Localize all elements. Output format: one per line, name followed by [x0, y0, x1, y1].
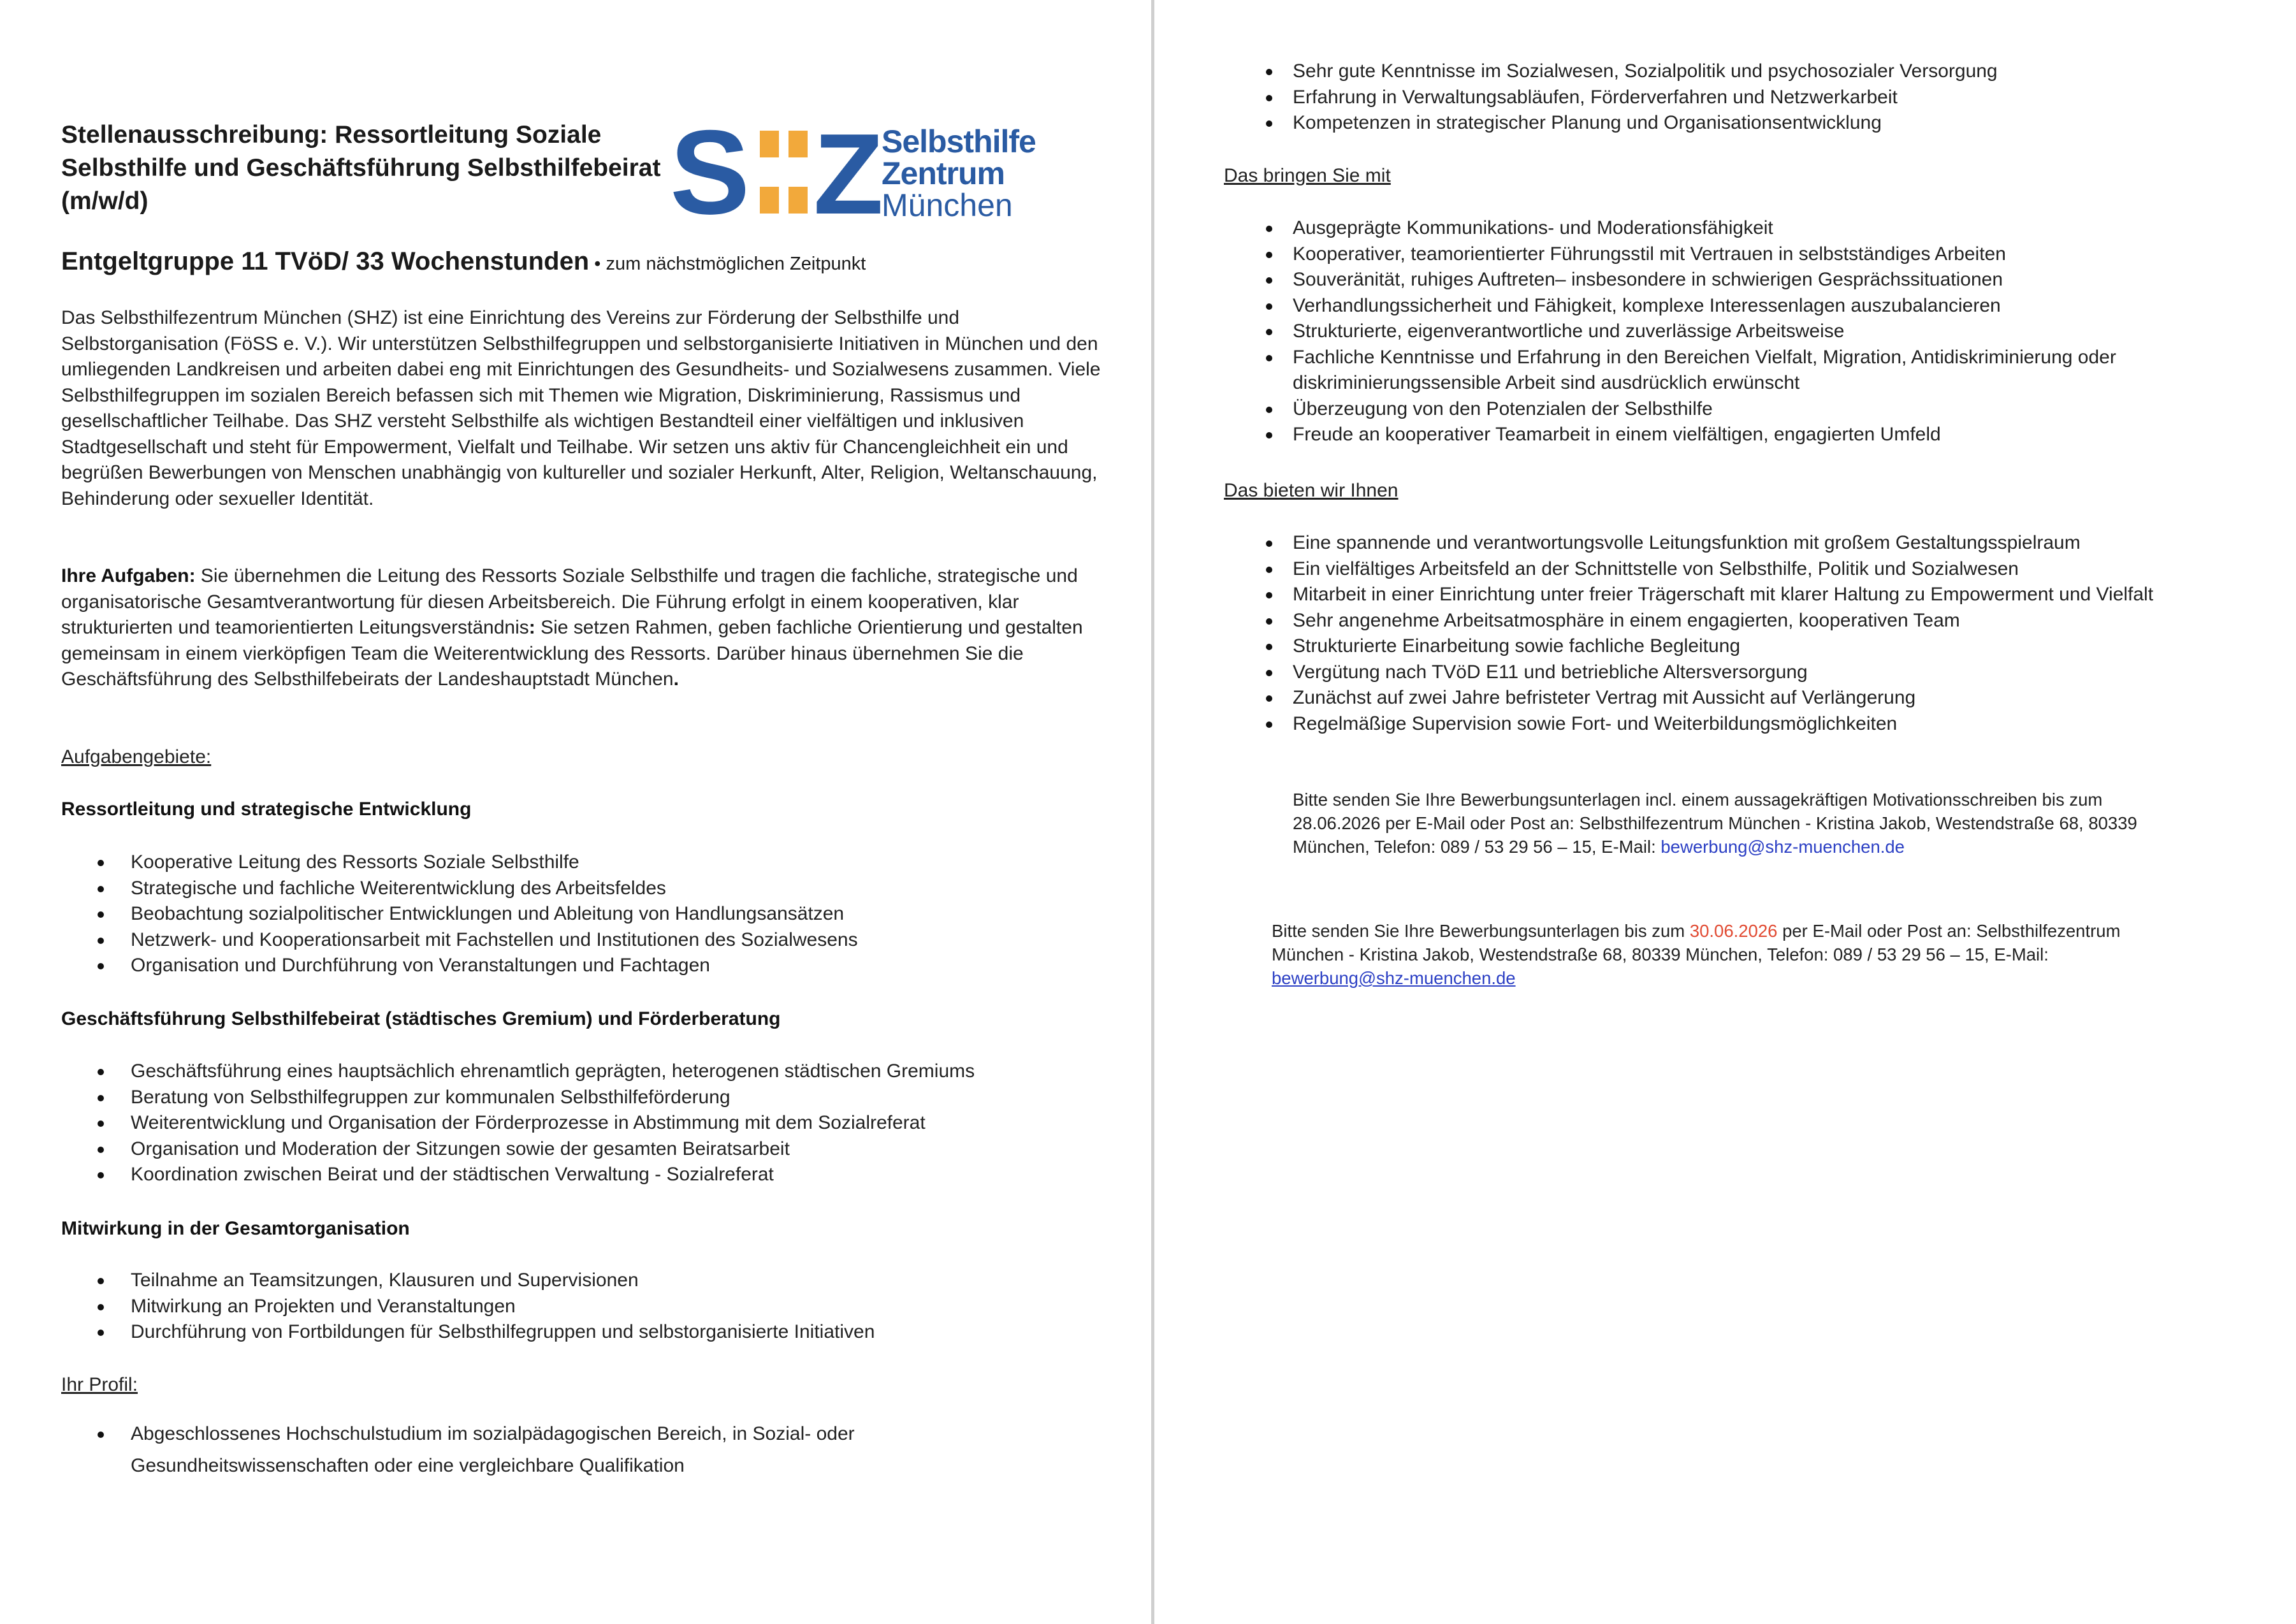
list-item: Kooperative Leitung des Ressorts Soziale Selbsthilfe	[61, 850, 1113, 876]
intro-paragraph: Das Selbsthilfezentrum München (SHZ) ist eine Einrichtung des Vereins zur Förderung der Selbsthilfe und Selbstorganisation (FöSS e. V.). Wir unterstützen Selbsthilfegruppen und selbstorganisierte Initiativen in München und den umliegenden Landkreisen und arbeiten dabei eng mit Einrichtungen des Gesundheits- und Sozialwesens zusammen. Viele Selbsthilfegruppen im sozialen Bereich befassen sich mit Themen wie Migration, Diskriminierung, Rassismus und gesellschaftlicher Teilhabe. Das SHZ versteht Selbsthilfe als wichtigen Bestandteil einer vielfältigen und inklusiven Stadtgesellschaft und steht für Empowerment, Vielfalt und Teilhabe. Wir setzen uns aktiv für Chancengleichheit ein und begrüßen Bewerbungen von Menschen unabhängig von kultureller und sozialer Herkunft, Alter, Religion, Weltanschauung, Behinderung oder sexueller Identität.	[61, 307, 1101, 509]
list-item: Ausgeprägte Kommunikations- und Moderationsfähigkeit	[1224, 215, 2180, 242]
application-note-1-text: Bitte senden Sie Ihre Bewerbungsunterlagen incl. einem aussagekräftigen Motivationsschreiben bis zum 28.06.2026 per E-Mail oder Post an: Selbsthilfezentrum München - Kristina Jakob, Westendstraße 68, 80339 München, Telefon: 089 / 53 29 56 – 15, E-Mail:	[1293, 790, 2137, 857]
application-note-2-post: per E-Mail oder Post an: Selbsthilfezentrum München - Kristina Jakob, Westendstraße 68, 80339 München, Telefon: 089 / 53 29 56 – 15, E-Mail:	[1272, 921, 2121, 964]
list-item: Organisation und Durchführung von Veranstaltungen und Fachtagen	[61, 953, 1113, 979]
list-item: Überzeugung von den Potenzialen der Selbsthilfe	[1224, 396, 2180, 423]
aufgabengebiete-heading: Aufgabengebiete:	[61, 746, 212, 767]
subtitle-separator: •	[589, 254, 606, 274]
list-item: Regelmäßige Supervision sowie Fort- und Weiterbildungsmöglichkeiten	[1224, 711, 2180, 737]
list-item: Mitarbeit in einer Einrichtung unter freier Trägerschaft mit klarer Haltung zu Empowerment und Vielfalt	[1224, 582, 2180, 608]
email-link-1[interactable]: bewerbung@shz-muenchen.de	[1660, 837, 1905, 857]
logo-line-3: München	[882, 187, 1013, 223]
tasks-paragraph	[61, 563, 1113, 693]
list-item: Sehr gute Kenntnisse im Sozialwesen, Sozialpolitik und psychosozialer Versorgung	[1224, 59, 2180, 85]
list-item: Ein vielfältiges Arbeitsfeld an der Schnittstelle von Selbsthilfe, Politik und Sozialwesen	[1224, 556, 2180, 583]
list-item: Weiterentwicklung und Organisation der Förderprozesse in Abstimmung mit dem Sozialreferat	[61, 1110, 1113, 1136]
section-3-heading: Mitwirkung in der Gesamtorganisation	[61, 1218, 410, 1239]
list-item: Souveränität, ruhiges Auftreten– insbesondere in schwierigen Gesprächssituationen	[1224, 267, 2180, 293]
subtitle	[61, 247, 1113, 276]
list-item: Organisation und Moderation der Sitzungen sowie der gesamten Beiratsarbeit	[61, 1136, 1113, 1163]
tasks-text-2: Sie setzen Rahmen, geben fachliche Orientierung und gestalten gemeinsam in einem vierköpfigen Team die Weiterentwicklung des Ressorts. Darüber hinaus übernehmen Sie die Geschäftsführung des Selbsthilfebeirats der Landeshauptstadt München	[61, 617, 1083, 690]
application-note-2-pre: Bitte senden Sie Ihre Bewerbungsunterlagen bis zum	[1272, 921, 1690, 941]
logo-letter-z: Z	[813, 124, 880, 226]
list-item: Zunächst auf zwei Jahre befristeter Vertrag mit Aussicht auf Verlängerung	[1224, 685, 2180, 711]
list-item: Teilnahme an Teamsitzungen, Klausuren und Supervisionen	[61, 1268, 1113, 1294]
tasks-label: Ihre Aufgaben:	[61, 565, 196, 586]
deadline-date: 30.06.2026	[1689, 921, 1778, 941]
list-item: Abgeschlossenes Hochschulstudium im sozialpädagogischen Bereich, in Sozial- oder Gesundheitswissenschaften oder eine vergleichbare Qualifikation	[61, 1418, 966, 1482]
list-item: Strategische und fachliche Weiterentwicklung des Arbeitsfeldes	[61, 876, 1113, 902]
tasks-colon: :	[528, 617, 535, 638]
shz-logo	[670, 124, 1110, 226]
tasks-text-1: Sie übernehmen die Leitung des Ressorts Soziale Selbsthilfe und tragen die fachliche, strategische und organisatorische Gesamtverantwortung für diesen Arbeitsbereich. Die Führung erfolgt in einem kooperativen, klar strukturierten und teamorientierten Leitungsverständnis	[61, 565, 1078, 638]
list-item: Kooperativer, teamorientierter Führungsstil mit Vertrauen in selbstständiges Arbeiten	[1224, 242, 2180, 268]
list-item: Fachliche Kenntnisse und Erfahrung in den Bereichen Vielfalt, Migration, Antidiskriminierung oder diskriminierungssensible Arbeit sind ausdrücklich erwünscht	[1224, 345, 2180, 396]
page-divider	[1151, 0, 1154, 1624]
section-2-heading: Geschäftsführung Selbsthilfebeirat (städtisches Gremium) und Förderberatung	[61, 1008, 781, 1029]
list-item: Vergütung nach TVöD E11 und betriebliche Altersversorgung	[1224, 660, 2180, 686]
profil-list-continued	[1224, 59, 2180, 136]
list-item: Beratung von Selbsthilfegruppen zur kommunalen Selbsthilfeförderung	[61, 1085, 1113, 1111]
tasks-end: .	[673, 669, 679, 690]
logo-h-top-left	[760, 131, 779, 157]
list-item: Strukturierte Einarbeitung sowie fachliche Begleitung	[1224, 634, 2180, 660]
list-item: Strukturierte, eigenverantwortliche und zuverlässige Arbeitsweise	[1224, 319, 2180, 345]
list-item: Kompetenzen in strategischer Planung und Organisationsentwicklung	[1224, 110, 2180, 136]
shz-logo-mark	[670, 124, 880, 226]
subtitle-main: Entgeltgruppe 11 TVöD/ 33 Wochenstunden	[61, 247, 590, 275]
logo-h-bottom-left	[760, 187, 779, 214]
list-item: Netzwerk- und Kooperationsarbeit mit Fachstellen und Institutionen des Sozialwesens	[61, 927, 1113, 953]
email-link-2[interactable]: bewerbung@shz-muenchen.de	[1272, 968, 1516, 988]
section-3-list	[61, 1268, 1113, 1345]
document-title: Stellenausschreibung: Ressortleitung Soziale Selbsthilfe und Geschäftsführung Selbsthilfebeirat (m/w/d)	[61, 121, 661, 215]
list-item: Eine spannende und verantwortungsvolle Leitungsfunktion mit großem Gestaltungsspielraum	[1224, 530, 2180, 556]
list-item: Freude an kooperativer Teamarbeit in einem vielfältigen, engagierten Umfeld	[1224, 422, 2180, 448]
list-item: Mitwirkung an Projekten und Veranstaltungen	[61, 1294, 1113, 1320]
bringen-heading: Das bringen Sie mit	[1224, 165, 1391, 186]
profil-list	[61, 1418, 966, 1482]
section-1-list	[61, 850, 1113, 979]
subtitle-start-date: zum nächstmöglichen Zeitpunkt	[606, 254, 866, 274]
list-item: Geschäftsführung eines hauptsächlich ehrenamtlich geprägten, heterogenen städtischen Gremiums	[61, 1059, 1113, 1085]
list-item: Erfahrung in Verwaltungsabläufen, Förderverfahren und Netzwerkarbeit	[1224, 85, 2180, 111]
list-item: Beobachtung sozialpolitischer Entwicklungen und Ableitung von Handlungsansätzen	[61, 901, 1113, 927]
section-2-list	[61, 1059, 1113, 1188]
list-item: Koordination zwischen Beirat und der städtischen Verwaltung - Sozialreferat	[61, 1162, 1113, 1188]
profil-heading: Ihr Profil:	[61, 1374, 138, 1395]
application-note-2	[1272, 919, 2183, 990]
logo-letter-s: S	[670, 124, 750, 226]
section-1-heading: Ressortleitung und strategische Entwicklung	[61, 799, 472, 820]
logo-line-2: Zentrum	[882, 156, 1005, 191]
bieten-list	[1224, 530, 2180, 737]
logo-h-bottom-right	[788, 187, 808, 214]
logo-wordmark	[882, 126, 1036, 221]
logo-line-1: Selbsthilfe	[882, 124, 1036, 159]
logo-h-top-right	[788, 131, 808, 157]
list-item: Verhandlungssicherheit und Fähigkeit, komplexe Interessenlagen auszubalancieren	[1224, 293, 2180, 319]
list-item: Durchführung von Fortbildungen für Selbsthilfegruppen und selbstorganisierte Initiativen	[61, 1319, 1113, 1345]
bieten-heading: Das bieten wir Ihnen	[1224, 480, 1399, 501]
application-note-1	[1293, 788, 2185, 859]
list-item: Sehr angenehme Arbeitsatmosphäre in einem engagierten, kooperativen Team	[1224, 608, 2180, 634]
bringen-list	[1224, 215, 2180, 448]
